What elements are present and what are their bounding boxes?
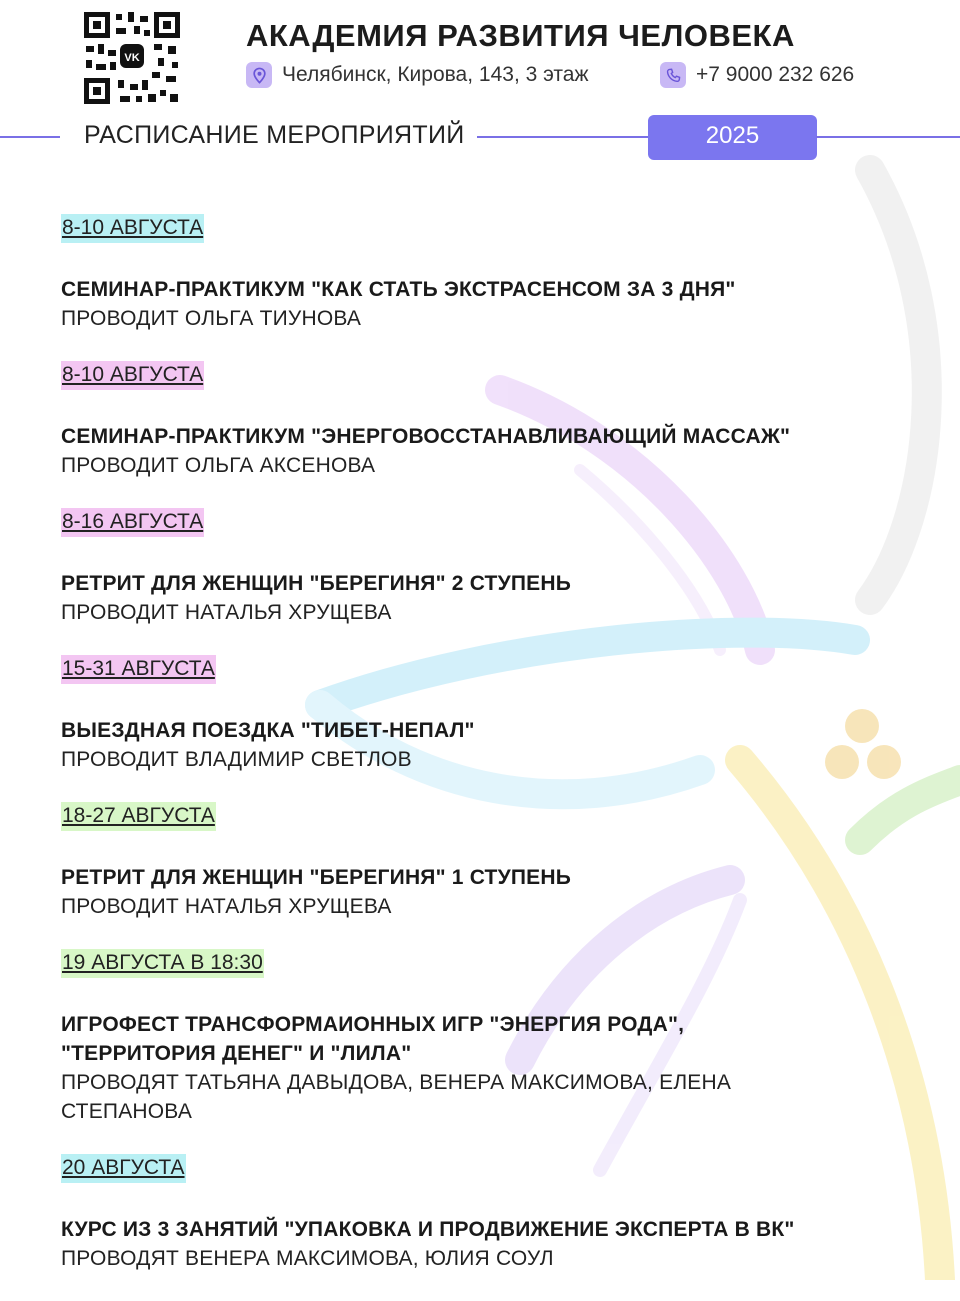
svg-text:VK: VK xyxy=(124,52,140,64)
event-title: ИГРОФЕСТ ТРАНСФОРМАИОННЫХ ИГР "ЭНЕРГИЯ РОДА", "ТЕРРИТОРИЯ ДЕНЕГ" И "ЛИЛА" xyxy=(61,1013,685,1065)
event-host: ПРОВОДЯТ ТАТЬЯНА ДАВЫДОВА, ВЕНЕРА МАКСИМОВА, ЕЛЕНА СТЕПАНОВА xyxy=(61,1071,732,1123)
qr-code-image[interactable] xyxy=(82,10,182,106)
location-pin-icon xyxy=(246,62,272,88)
event-date: 8-10 АВГУСТА xyxy=(61,361,204,390)
schedule-title: РАСПИСАНИЕ МЕРОПРИЯТИЙ xyxy=(84,121,465,149)
event-title: СЕМИНАР-ПРАКТИКУМ "ЭНЕРГОВОССТАНАВЛИВАЮЩИЙ МАССАЖ" xyxy=(61,425,791,448)
event-item xyxy=(61,361,921,480)
event-title: СЕМИНАР-ПРАКТИКУМ "КАК СТАТЬ ЭКСТРАСЕНСОМ ЗА 3 ДНЯ" xyxy=(61,278,736,301)
event-item xyxy=(61,1154,921,1273)
divider-middle xyxy=(477,136,649,138)
event-date: 19 АВГУСТА В 18:30 xyxy=(61,949,264,978)
year-badge: 2025 xyxy=(648,115,817,160)
event-date: 15-31 АВГУСТА xyxy=(61,655,216,684)
event-item xyxy=(61,508,921,627)
event-item xyxy=(61,214,921,333)
phone[interactable] xyxy=(660,60,854,90)
event-host: ПРОВОДИТ ВЛАДИМИР СВЕТЛОВ xyxy=(61,748,412,771)
address-text: Челябинск, Кирова, 143, 3 этаж xyxy=(282,63,589,86)
event-host: ПРОВОДИТ ОЛЬГА АКСЕНОВА xyxy=(61,454,376,477)
event-item xyxy=(61,802,921,921)
event-host: ПРОВОДИТ НАТАЛЬЯ ХРУЩЕВА xyxy=(61,895,392,918)
event-item xyxy=(61,655,921,774)
event-date: 20 АВГУСТА xyxy=(61,1154,186,1183)
divider-left xyxy=(0,136,60,138)
event-title: ВЫЕЗДНАЯ ПОЕЗДКА "ТИБЕТ-НЕПАЛ" xyxy=(61,719,475,742)
event-host: ПРОВОДЯТ ВЕНЕРА МАКСИМОВА, ЮЛИЯ СОУЛ xyxy=(61,1247,554,1270)
header xyxy=(0,0,960,170)
event-title: РЕТРИТ ДЛЯ ЖЕНЩИН "БЕРЕГИНЯ" 1 СТУПЕНЬ xyxy=(61,866,572,889)
event-date: 8-10 АВГУСТА xyxy=(61,214,204,243)
event-date: 18-27 АВГУСТА xyxy=(61,802,216,831)
event-item xyxy=(61,949,921,1126)
event-list xyxy=(61,214,921,1301)
org-title: АКАДЕМИЯ РАЗВИТИЯ ЧЕЛОВЕКА xyxy=(246,18,795,53)
event-date: 8-16 АВГУСТА xyxy=(61,508,204,537)
event-host: ПРОВОДИТ НАТАЛЬЯ ХРУЩЕВА xyxy=(61,601,392,624)
address xyxy=(246,60,589,90)
event-host: ПРОВОДИТ ОЛЬГА ТИУНОВА xyxy=(61,307,362,330)
phone-text: +7 9000 232 626 xyxy=(696,63,855,86)
phone-icon xyxy=(660,62,686,88)
divider-right xyxy=(816,136,960,138)
event-title: РЕТРИТ ДЛЯ ЖЕНЩИН "БЕРЕГИНЯ" 2 СТУПЕНЬ xyxy=(61,572,572,595)
event-title: КУРС ИЗ 3 ЗАНЯТИЙ "УПАКОВКА И ПРОДВИЖЕНИЕ ЭКСПЕРТА В ВК" xyxy=(61,1218,795,1241)
qr-code-icon xyxy=(82,10,182,106)
